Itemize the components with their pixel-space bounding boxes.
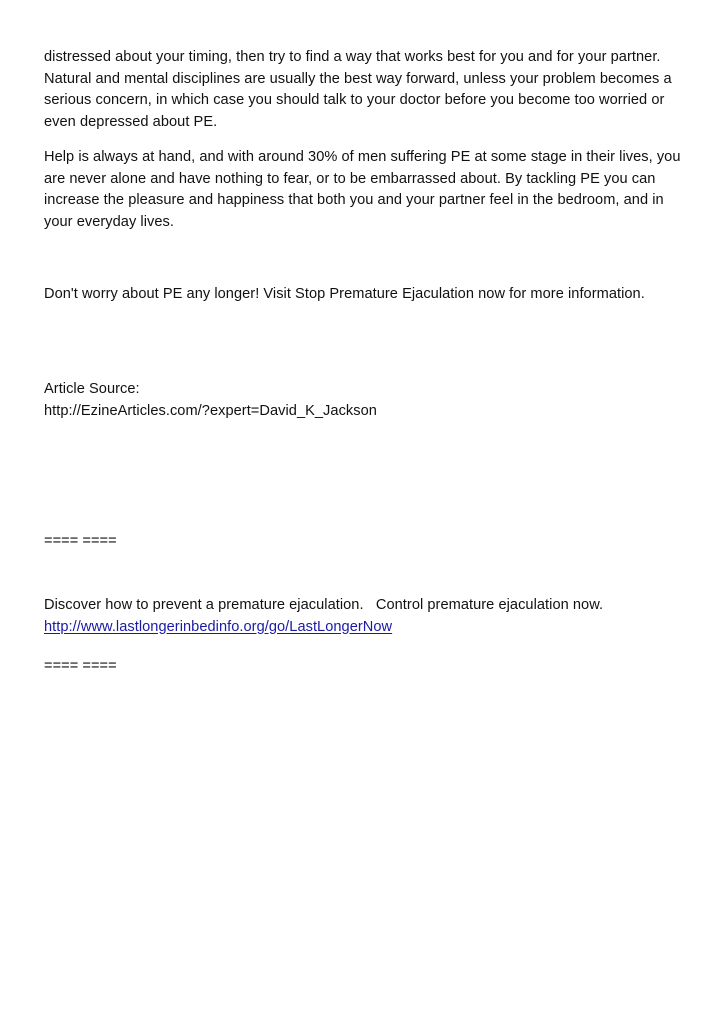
separator-text: ==== ==== xyxy=(44,533,117,549)
paragraph-line: Help is always at hand, and with around 30% of men suffering PE at some stage in their lives, you xyxy=(44,149,681,165)
separator-text: ==== ==== xyxy=(44,658,117,674)
promo-text: Discover how to prevent a premature ejaculation. Control premature ejaculation now. xyxy=(44,597,604,613)
paragraph-line: serious concern, in which case you should talk to your doctor before you become too worried or xyxy=(44,92,665,108)
source-url: http://EzineArticles.com/?expert=David_K_Jackson xyxy=(44,402,377,419)
separator-bottom xyxy=(44,656,704,678)
separator-top xyxy=(44,531,704,553)
source-label: Article Source: xyxy=(44,381,140,397)
paragraph-line: increase the pleasure and happiness that both you and your partner feel in the bedroom, and in xyxy=(44,192,664,208)
promo-section xyxy=(44,595,704,638)
paragraph-call-to-action xyxy=(44,284,704,306)
paragraph-line: your everyday lives. xyxy=(44,213,174,230)
paragraph-timing xyxy=(44,47,704,133)
article-source xyxy=(44,379,704,422)
paragraph-line: Don't worry about PE any longer! Visit Stop Premature Ejaculation now for more information. xyxy=(44,286,645,302)
paragraph-line: distressed about your timing, then try to find a way that works best for you and for your partner. xyxy=(44,49,661,65)
paragraph-line: are never alone and have nothing to fear, or to be embarrassed about. By tackling PE you can xyxy=(44,170,656,187)
promo-link[interactable]: http://www.lastlongerinbedinfo.org/go/LastLongerNow xyxy=(44,618,393,635)
paragraph-help xyxy=(44,147,704,233)
paragraph-line: even depressed about PE. xyxy=(44,113,218,130)
paragraph-line: Natural and mental disciplines are usually the best way forward, unless your problem becomes a xyxy=(44,70,672,87)
